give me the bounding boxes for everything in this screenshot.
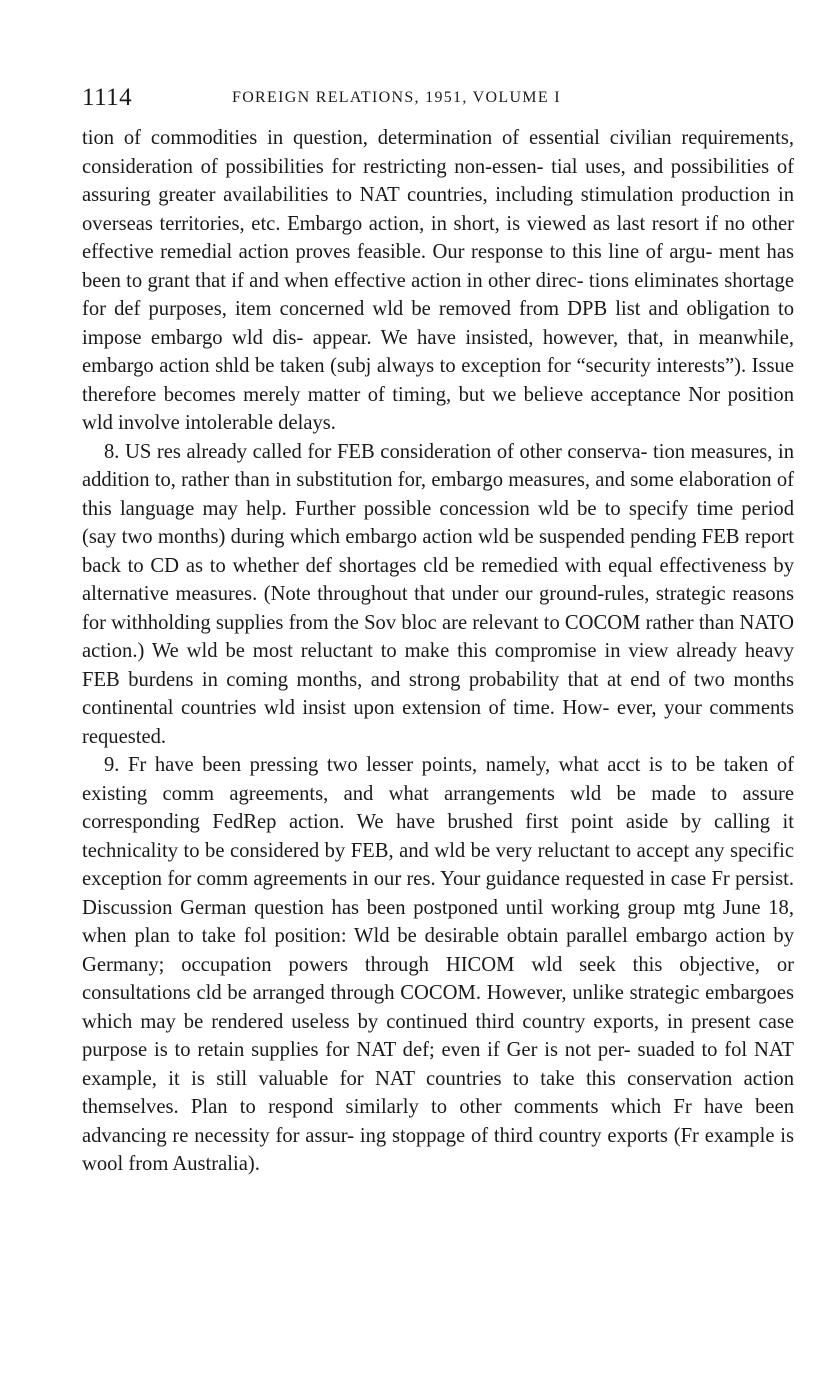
paragraph-9: 9. Fr have been pressing two lesser points, namely, what acct is to be taken of existing comm agreements, and what arrangements wld be made to assure corresponding FedRep action. We have brushed first point aside by calling it technicality to be considered by FEB, and wld be very reluctant to accept any specific exception for comm agreements in our res. Your guidance requested in case Fr persist. Discussion German question has been postponed until working group mtg June 18, when plan to take fol position: Wld be desirable obtain parallel embargo action by Germany; occupation powers through HICOM wld seek this objective, or consultations cld be arranged through COCOM. However, unlike strategic embargoes which may be rendered useless by continued third country exports, in present case purpose is to retain supplies for NAT def; even if Ger is not per- suaded to fol NAT example, it is still valuable for NAT countries to take this conservation action themselves. Plan to respond similarly to other comments which Fr have been advancing re necessity for assur- ing stoppage of third country exports (Fr example is wool from Australia).: [82, 754, 794, 1175]
body-text: [82, 124, 794, 1179]
paragraph-8: 8. US res already called for FEB consideration of other conserva- tion measures, in addition to, rather than in substitution for, embargo measures, and some elaboration of this language may help. Further possible concession wld be to specify time period (say two months) during which embargo action wld be suspended pending FEB report back to CD as to whether def shortages cld be remedied with equal effectiveness by alternative measures. (Note throughout that under our ground-rules, strategic reasons for withholding supplies from the Sov bloc are relevant to COCOM rather than NATO action.) We wld be most reluctant to make this compromise in view already heavy FEB burdens in coming months, and strong probability that at end of two months continental countries wld insist upon extension of time. How- ever, your comments requested.: [82, 440, 794, 748]
paragraph-continued: tion of commodities in question, determination of essential civilian requirements, consideration of possibilities for restricting non-essen- tial uses, and possibilities of assuring greater availabilities to NAT countries, including stimulation production in overseas territories, etc. Embargo action, in short, is viewed as last resort if no other effective remedial action proves feasible. Our response to this line of argu- ment has been to grant that if and when effective action in other direc- tions eliminates shortage for def purposes, item concerned wld be removed from DPB list and obligation to impose embargo wld dis- appear. We have insisted, however, that, in meanwhile, embargo action shld be taken (subj always to exception for “security interests”). Issue therefore becomes merely matter of timing, but we believe acceptance Nor position wld involve intolerable delays.: [82, 127, 794, 434]
running-header: [82, 84, 794, 114]
page-number: 1114: [82, 84, 133, 111]
running-title: FOREIGN RELATIONS, 1951, VOLUME I: [232, 89, 561, 106]
